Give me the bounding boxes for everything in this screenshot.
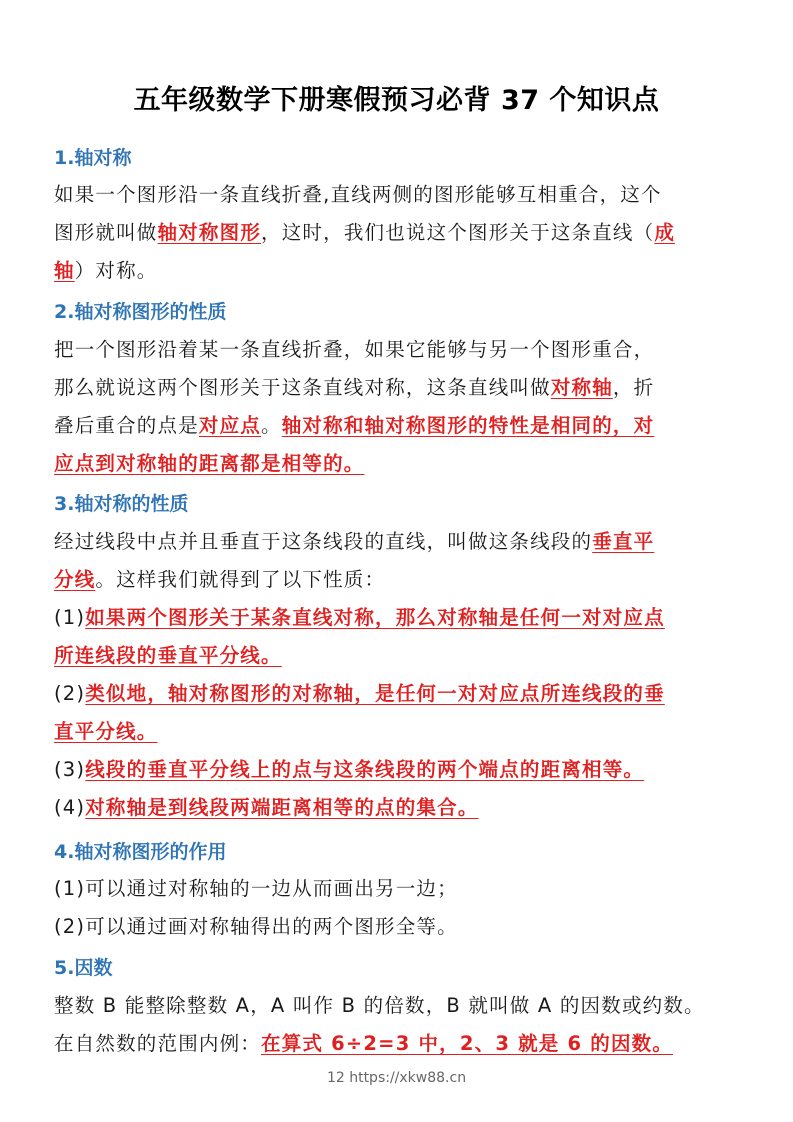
highlight: 对应点 — [198, 414, 262, 437]
text: 图形就叫做 — [54, 221, 158, 244]
s3-item-3 — [54, 751, 744, 789]
highlight: 分线 — [54, 568, 96, 591]
item-number: (2) — [54, 682, 86, 705]
item-number: (1) — [54, 606, 86, 629]
item-number: (3) — [54, 758, 86, 781]
s4-item-1: (1)可以通过对称轴的一边从而画出另一边； — [54, 877, 458, 900]
highlight: 线段的垂直平分线上的点与这条线段的两个端点的距离相等。 — [85, 758, 645, 781]
section-2-heading: 2.轴对称图形的性质 — [54, 301, 227, 323]
highlight: 垂直平 — [592, 530, 655, 553]
s3-item-1-cont — [54, 637, 744, 675]
s4-item-2: (2)可以通过画对称轴得出的两个图形全等。 — [54, 915, 458, 938]
section-5-heading: 5.因数 — [54, 957, 113, 979]
item-number: (4) — [54, 796, 86, 819]
highlight: 在算式 6÷2=3 中，2、3 就是 6 的因数。 — [261, 1032, 674, 1055]
s3-item-1 — [54, 599, 744, 637]
highlight: 如果两个图形关于某条直线对称，那么对称轴是任何一对对应点 — [85, 606, 665, 629]
text: 那么就说这两个图形关于这条直线对称，这条直线叫做 — [54, 376, 551, 399]
section-3-body — [54, 523, 744, 827]
s2-line-4 — [54, 445, 744, 483]
text: 叠后重合的点是 — [54, 414, 199, 437]
highlight: 对称轴是到线段两端距离相等的点的集合。 — [85, 796, 479, 819]
highlight: 对称轴 — [550, 376, 613, 399]
text: ，折 — [612, 376, 655, 399]
section-1-heading: 1.轴对称 — [54, 147, 132, 169]
s1-line-2 — [54, 214, 744, 252]
s3-item-4 — [54, 789, 744, 827]
highlight: 所连线段的垂直平分线。 — [54, 644, 282, 667]
text: 经过线段中点并且垂直于这条线段的直线，叫做这条线段的 — [54, 530, 593, 553]
text: 。这样我们就得到了以下性质： — [95, 568, 386, 591]
highlight: 直平分线。 — [54, 720, 158, 743]
section-4-body — [54, 870, 744, 946]
highlight: 应点到对称轴的距离都是相等的。 — [54, 452, 365, 475]
highlight: 轴对称和轴对称图形的特性是相同的，对 — [281, 414, 655, 437]
s3-item-2 — [54, 675, 744, 713]
s3-line-2 — [54, 561, 744, 599]
section-3-heading: 3.轴对称的性质 — [54, 493, 189, 515]
highlight: 轴 — [54, 259, 75, 282]
s5-line-2 — [54, 1025, 744, 1063]
text: ）对称。 — [74, 259, 158, 282]
text: 。 — [261, 414, 282, 437]
s3-item-2-cont — [54, 713, 744, 751]
s3-line-1 — [54, 523, 744, 561]
s2-line-1: 把一个图形沿着某一条直线折叠，如果它能够与另一个图形重合， — [54, 338, 655, 361]
s5-line-1: 整数 B 能整除整数 A，A 叫作 B 的倍数，B 就叫做 A 的因数或约数。 — [54, 994, 705, 1017]
section-4-heading: 4.轴对称图形的作用 — [54, 841, 227, 863]
highlight: 类似地，轴对称图形的对称轴，是任何一对对应点所连线段的垂 — [85, 682, 665, 705]
s2-line-3 — [54, 407, 744, 445]
s1-line-3 — [54, 252, 744, 290]
page-title: 五年级数学下册寒假预习必背 37 个知识点 — [133, 85, 660, 116]
highlight: 成 — [654, 221, 676, 244]
page-footer: 12 https://xkw88.cn — [326, 1070, 467, 1086]
highlight: 轴对称图形 — [157, 221, 262, 244]
section-2-body — [54, 331, 744, 483]
s1-line-1: 如果一个图形沿一条直线折叠,直线两侧的图形能够互相重合，这个 — [54, 183, 662, 206]
s2-line-2 — [54, 369, 744, 407]
text: 在自然数的范围内例： — [54, 1032, 262, 1055]
section-1-body — [54, 176, 744, 290]
text: ，这时，我们也说这个图形关于这条直线（ — [261, 221, 655, 244]
section-5-body — [54, 987, 744, 1063]
